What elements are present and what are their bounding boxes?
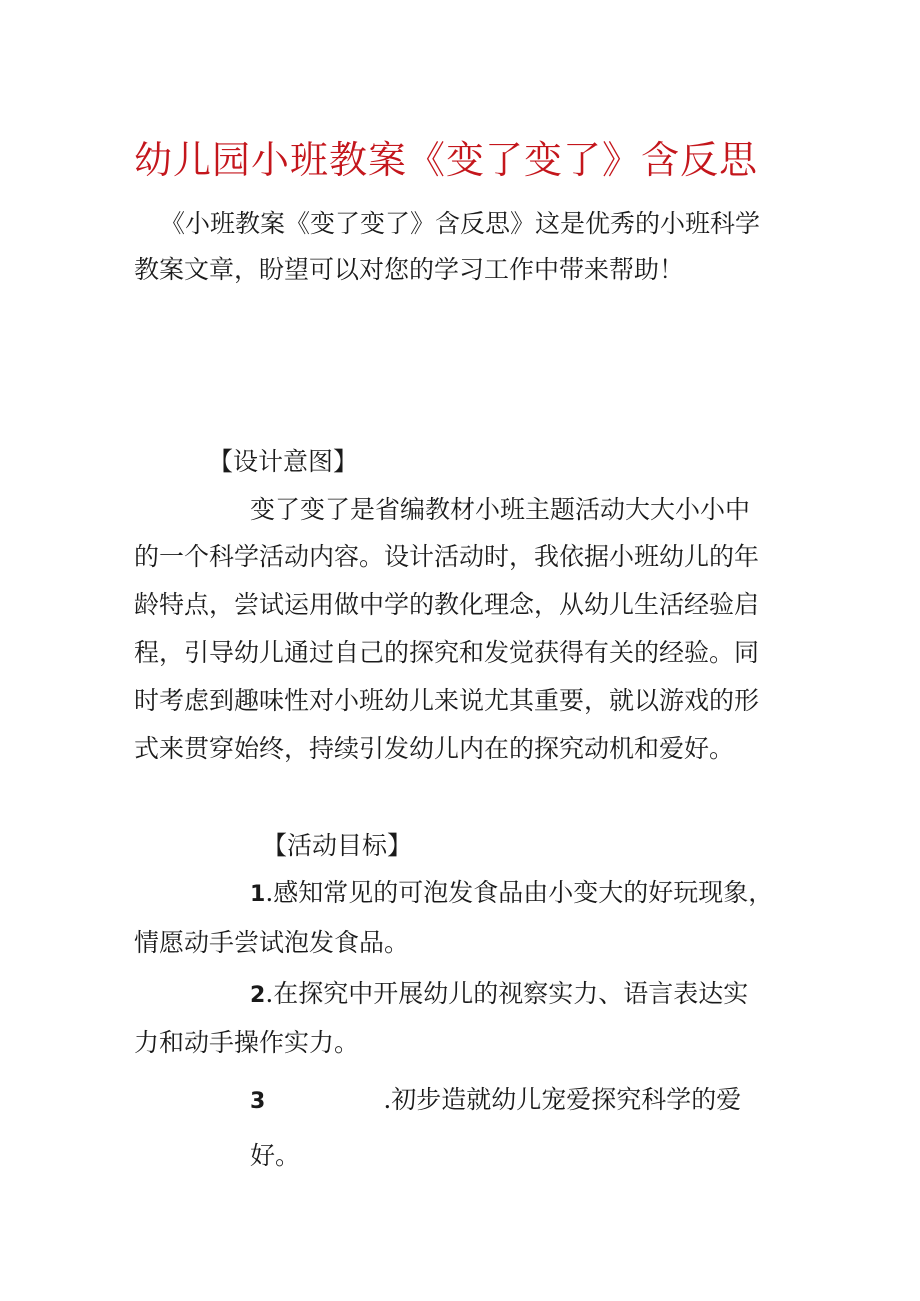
design-line-1: 变了变了是省编教材小班主题活动大大小小中 [250, 495, 751, 524]
design-line-6: 式来贯穿始终，持续引发幼儿内在的探究动机和爱好。 [134, 734, 735, 763]
goal-text-2b: 力和动手操作实力。 [134, 1028, 360, 1057]
goal-text-3a: .初步造就幼儿宠爱探究科学的爱 [383, 1085, 742, 1114]
intro-line-2: 教案文章，盼望可以对您的学习工作中带来帮助！ [134, 255, 685, 284]
design-line-3: 龄特点，尝试运用做中学的教化理念，从幼儿生活经验启 [134, 590, 760, 619]
goal-item-3 [250, 1082, 741, 1120]
goal-text-2a: .在探究中开展幼儿的视察实力、语言表达实 [265, 979, 749, 1008]
goal-text-1a: .感知常见的可泡发食品由小变大的好玩现象， [265, 878, 774, 907]
document-title: 幼儿园小班教案《变了变了》含反思 [134, 138, 759, 182]
design-line-5: 时考虑到趣味性对小班幼儿来说尤其重要，就以游戏的形 [134, 686, 760, 715]
design-line-4: 程，引导幼儿通过自己的探究和发觉获得有关的经验。同 [134, 638, 760, 667]
intro-line-1: 《小班教案《变了变了》含反思》这是优秀的小班科学 [160, 209, 761, 238]
goal-number-1: 1 [250, 882, 266, 907]
goal-item-2 [250, 976, 748, 1014]
goal-number-3: 3 [250, 1089, 266, 1114]
goal-text-3b: 好。 [250, 1141, 301, 1170]
goals-heading: 【活动目标】 [262, 831, 413, 860]
goal-text-1b: 情愿动手尝试泡发食品。 [134, 928, 410, 957]
design-heading: 【设计意图】 [208, 447, 359, 476]
goal-item-1 [250, 875, 773, 913]
design-line-2: 的一个科学活动内容。设计活动时，我依据小班幼儿的年 [134, 542, 760, 571]
goal-number-2: 2 [250, 983, 266, 1008]
